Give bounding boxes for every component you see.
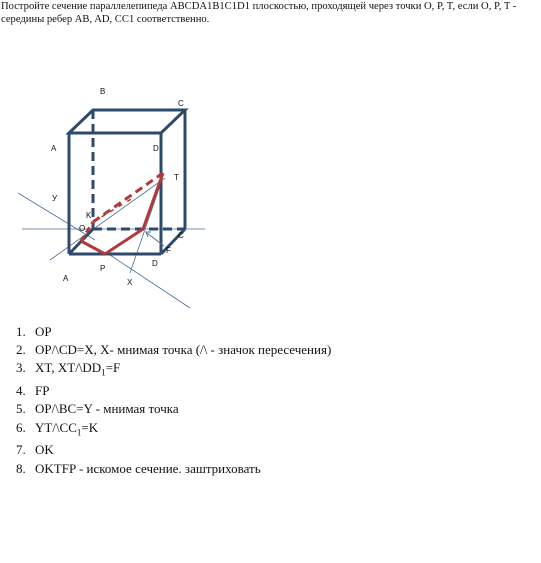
label-c-top: C (178, 99, 184, 108)
step-subscript: 1 (101, 368, 106, 378)
label-f: F (166, 246, 171, 255)
step-text: FP (35, 383, 50, 399)
solution-step (16, 460, 331, 478)
step-text: YT/\CC (35, 419, 77, 435)
label-a-bottom: A (63, 274, 69, 283)
label-k: K (86, 211, 92, 220)
step-text: =K (81, 419, 99, 435)
step-text: =F (105, 360, 121, 376)
step-text: OKTFP - искомое сечение. заштриховать (35, 460, 261, 476)
top-face (69, 110, 185, 133)
step-text: OK (35, 442, 54, 458)
label-a-top: A (51, 144, 57, 153)
section-po (81, 241, 105, 254)
solution-step (16, 419, 331, 442)
step-subscript: 1 (76, 427, 82, 438)
label-t: T (174, 173, 179, 182)
step-number: 6. (16, 419, 26, 435)
step-number: 8. (16, 460, 26, 476)
step-text: OP (35, 324, 52, 339)
solution-step (16, 441, 331, 459)
label-y: У (52, 194, 58, 203)
section-kt (93, 173, 163, 222)
step-text: OP/\BC=Y - мнимая точка (35, 401, 179, 417)
step-number: 4. (16, 383, 26, 399)
task-statement: Постройте сечение параллелепипеда ABCDA1B1C1D1 плоскостью, проходящей через точки O, P, T, если O, P, T - середины ребер AB, AD, CC1 соответственно. (1, 1, 517, 25)
label-c-bottom: C (178, 231, 184, 240)
step-text: OP/\CD=X, X- мнимая точка (/\ - значок пересечения) (35, 342, 332, 358)
solution-step (16, 359, 331, 382)
solution-step (16, 400, 331, 418)
solution-steps (16, 323, 331, 478)
label-b-top: B (100, 87, 106, 96)
step-number: 7. (16, 442, 26, 458)
solution-step (16, 341, 331, 359)
section-fp (105, 229, 143, 254)
step-number: 3. (16, 360, 26, 376)
step-text: XT, XT/\DD (35, 360, 102, 376)
step-number: 2. (16, 342, 26, 358)
solution-step (16, 382, 331, 400)
label-d-top: D (153, 144, 159, 153)
label-p: P (100, 264, 106, 273)
label-o: O (79, 224, 86, 233)
label-d-bottom: D (152, 259, 158, 268)
step-number: 1. (16, 324, 26, 339)
aux-line-x (110, 255, 190, 308)
step-number: 5. (16, 401, 26, 417)
solution-step (16, 323, 331, 341)
label-x: X (127, 278, 133, 287)
